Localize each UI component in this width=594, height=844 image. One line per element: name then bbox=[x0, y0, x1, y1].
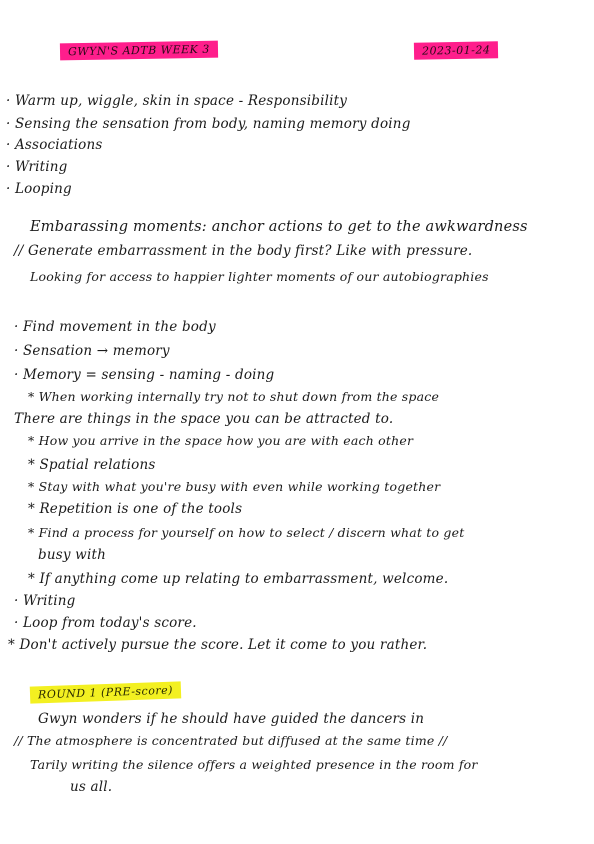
note-line: Looking for access to happier lighter moments of our autobiographies bbox=[30, 269, 489, 284]
note-line: Embarassing moments: anchor actions to get to the awkwardness bbox=[30, 219, 528, 235]
note-line: * Find a process for yourself on how to select / discern what to get bbox=[28, 525, 465, 540]
note-line: · Loop from today's score. bbox=[14, 615, 197, 631]
note-line: * When working internally try not to shut down from the space bbox=[28, 389, 440, 404]
agenda-item: · Warm up, wiggle, skin in space - Responsibility bbox=[6, 93, 348, 109]
note-line: * If anything come up relating to embarrassment, welcome. bbox=[28, 571, 449, 587]
note-line: · Memory = sensing - naming - doing bbox=[14, 367, 275, 383]
note-line: * Spatial relations bbox=[28, 457, 156, 473]
note-line: * Don't actively pursue the score. Let it come to you rather. bbox=[8, 637, 428, 653]
note-line: · Find movement in the body bbox=[14, 319, 216, 335]
agenda-item: · Associations bbox=[6, 137, 103, 153]
note-line: · Sensation → memory bbox=[14, 343, 170, 359]
note-line: Tarily writing the silence offers a weighted presence in the room for bbox=[30, 757, 478, 772]
note-line: // Generate embarrassment in the body first? Like with pressure. bbox=[14, 243, 473, 259]
note-line: // The atmosphere is concentrated but diffused at the same time // bbox=[14, 733, 448, 748]
note-line: * Repetition is one of the tools bbox=[28, 501, 243, 517]
note-line: There are things in the space you can be attracted to. bbox=[14, 411, 394, 427]
date-tag: 2023-01-24 bbox=[414, 41, 499, 59]
title-tag: GWYN'S ADTB WEEK 3 bbox=[60, 41, 218, 61]
note-line: Gwyn wonders if he should have guided the dancers in bbox=[38, 711, 425, 727]
agenda-item: · Sensing the sensation from body, naming memory doing bbox=[6, 116, 411, 132]
agenda-item: · Writing bbox=[6, 159, 68, 175]
note-line: us all. bbox=[70, 779, 113, 795]
agenda-item: · Looping bbox=[6, 181, 72, 197]
note-line: busy with bbox=[38, 547, 106, 563]
round-tag: ROUND 1 (PRE-score) bbox=[30, 681, 181, 703]
note-line: * Stay with what you're busy with even while working together bbox=[28, 479, 441, 494]
note-line: * How you arrive in the space how you are with each other bbox=[28, 433, 414, 448]
note-line: · Writing bbox=[14, 593, 76, 609]
